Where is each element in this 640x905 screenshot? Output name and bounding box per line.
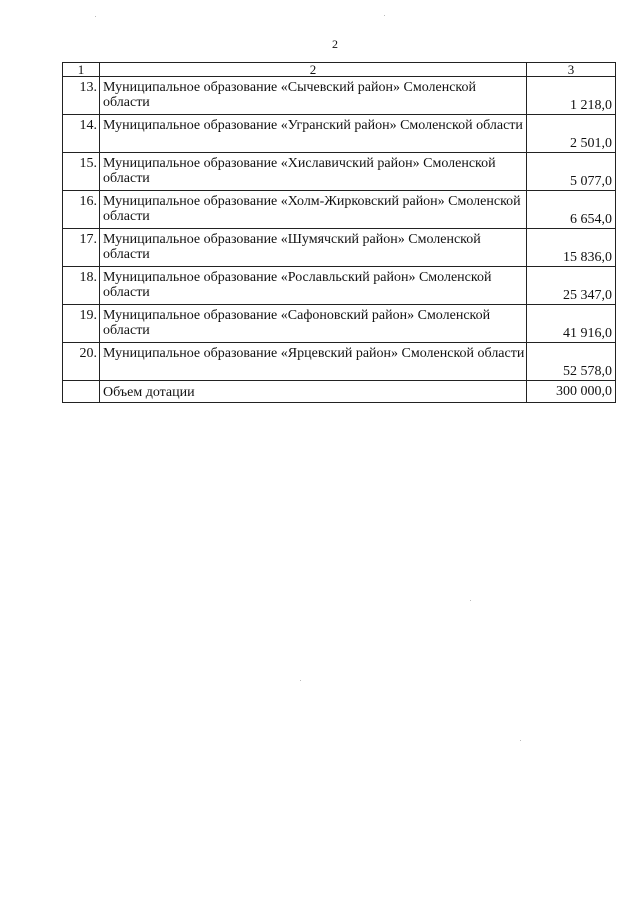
- row-number: 18.: [63, 267, 100, 305]
- row-municipality-name: Муниципальное образование «Сафоновский район» Смоленской области: [100, 305, 527, 343]
- row-subsidy-value: 5 077,0: [527, 153, 616, 191]
- row-number: 20.: [63, 343, 100, 381]
- row-number: 15.: [63, 153, 100, 191]
- column-header-value: 3: [527, 63, 616, 77]
- scan-speck: [300, 680, 301, 681]
- subsidy-table: [62, 62, 616, 403]
- row-municipality-name: Муниципальное образование «Холм-Жирковский район» Смоленской области: [100, 191, 527, 229]
- row-number: 13.: [63, 77, 100, 115]
- table-row: [63, 77, 616, 115]
- row-subsidy-value: 1 218,0: [527, 77, 616, 115]
- table-row: [63, 229, 616, 267]
- scan-speck: [520, 740, 521, 741]
- table-row: [63, 267, 616, 305]
- row-subsidy-value: 6 654,0: [527, 191, 616, 229]
- row-subsidy-value: 25 347,0: [527, 267, 616, 305]
- table-row: [63, 115, 616, 153]
- scan-speck: [384, 15, 385, 16]
- scan-speck: [470, 600, 471, 601]
- row-number: 19.: [63, 305, 100, 343]
- table-row: [63, 305, 616, 343]
- table-total-row: [63, 381, 616, 403]
- row-municipality-name: Муниципальное образование «Сычевский район» Смоленской области: [100, 77, 527, 115]
- table-row: [63, 191, 616, 229]
- total-label: Объем дотации: [100, 381, 527, 403]
- row-subsidy-value: 15 836,0: [527, 229, 616, 267]
- table-row: [63, 153, 616, 191]
- page-number: 2: [332, 37, 338, 51]
- row-subsidy-value: 52 578,0: [527, 343, 616, 381]
- row-number: 14.: [63, 115, 100, 153]
- row-municipality-name: Муниципальное образование «Шумячский район» Смоленской области: [100, 229, 527, 267]
- row-municipality-name: Муниципальное образование «Рославльский район» Смоленской области: [100, 267, 527, 305]
- row-municipality-name: Муниципальное образование «Хиславичский район» Смоленской области: [100, 153, 527, 191]
- column-header-number: 1: [63, 63, 100, 77]
- row-municipality-name: Муниципальное образование «Угранский район» Смоленской области: [100, 115, 527, 153]
- total-row-number: [63, 381, 100, 403]
- total-value: 300 000,0: [527, 381, 616, 403]
- row-number: 16.: [63, 191, 100, 229]
- row-subsidy-value: 41 916,0: [527, 305, 616, 343]
- row-subsidy-value: 2 501,0: [527, 115, 616, 153]
- row-municipality-name: Муниципальное образование «Ярцевский район» Смоленской области: [100, 343, 527, 381]
- table-header-row: [63, 63, 616, 77]
- row-number: 17.: [63, 229, 100, 267]
- table-row: [63, 343, 616, 381]
- scan-speck: [95, 16, 96, 17]
- column-header-name: 2: [100, 63, 527, 77]
